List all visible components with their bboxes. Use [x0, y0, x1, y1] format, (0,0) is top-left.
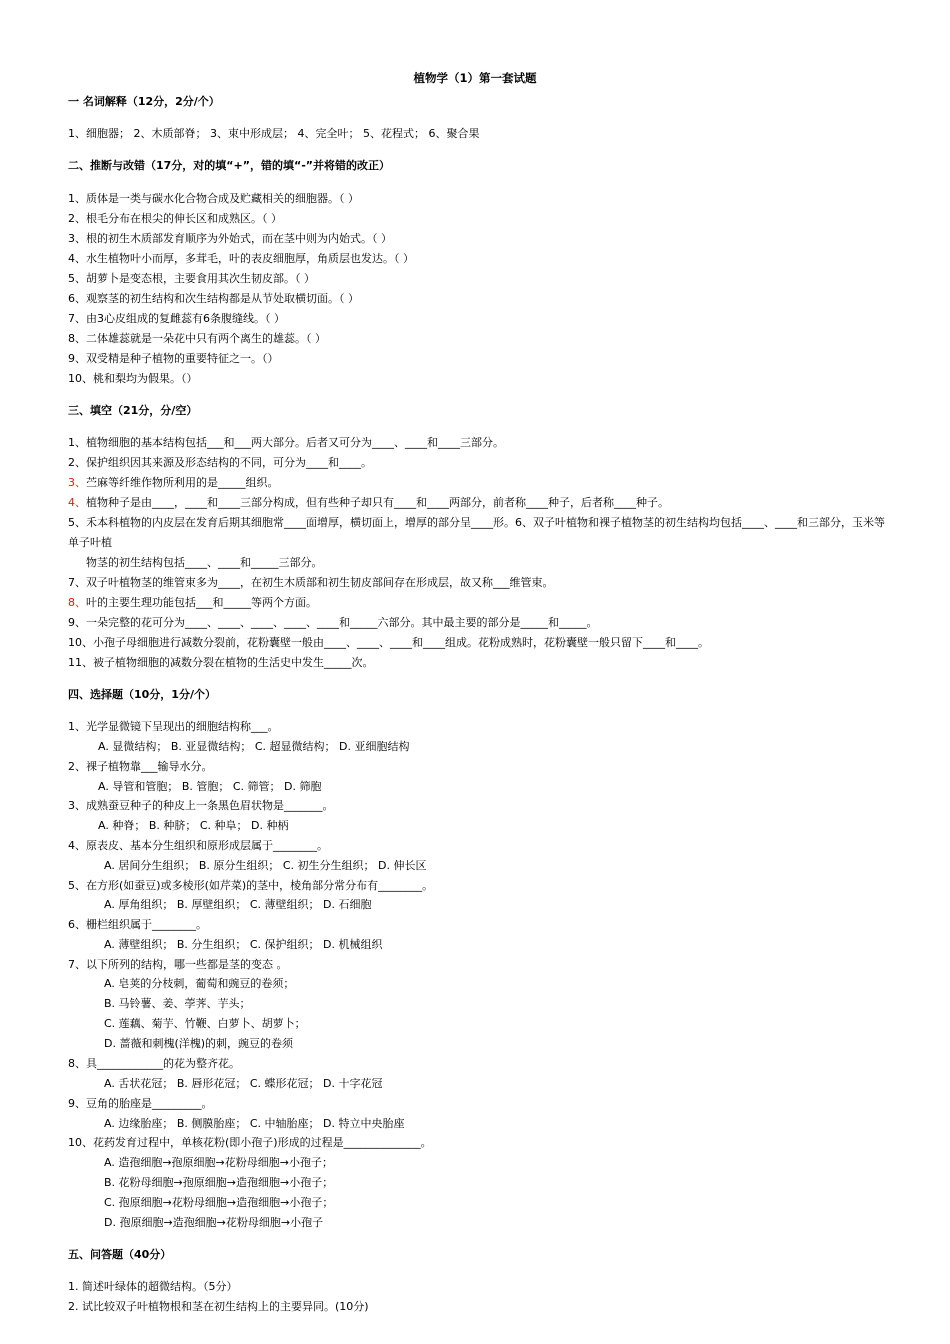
fill-item-4-number: 4、 — [68, 496, 86, 509]
judge-item-5: 5、胡萝卜是变态根，主要食用其次生韧皮部。（ ） — [68, 272, 315, 285]
choice-q4-options: A. 居间分生组织； B. 原分生组织； C. 初生分生组织； D. 伸长区 — [104, 859, 427, 872]
choice-q8: 8、具____________的花为整齐花。 — [68, 1057, 240, 1070]
essay-q2: 2. 试比较双子叶植物根和茎在初生结构上的主要异同。(10分) — [68, 1300, 369, 1313]
fill-item-8-text: 叶的主要生理功能包括___和_____等两个方面。 — [86, 596, 317, 609]
fill-item-4-text: 植物种子是由____，____和____三部分构成，但有些种子却只有____和____两部分，前者称____种子，后者称____种子。 — [86, 496, 669, 509]
choice-q9: 9、豆角的胎座是_________。 — [68, 1097, 213, 1110]
fill-item-9: 9、一朵完整的花可分为____、____、____、____、____和_____六部分。其中最主要的部分是_____和_____。 — [68, 616, 598, 629]
judge-item-6: 6、观察茎的初生结构和次生结构都是从节处取横切面。（ ） — [68, 292, 359, 305]
choice-q7-option-d: D. 蔷薇和刺槐(洋槐)的刺，豌豆的卷须 — [104, 1037, 294, 1050]
judge-item-3: 3、根的初生木质部发育顺序为外始式，而在茎中则为内始式。（ ） — [68, 232, 392, 245]
fill-item-3-number: 3、 — [68, 476, 86, 489]
choice-q10: 10、花药发育过程中，单核花粉(即小孢子)形成的过程是______________。 — [68, 1136, 432, 1149]
choice-q10-option-d: D. 孢原细胞→造孢细胞→花粉母细胞→小孢子 — [104, 1216, 324, 1229]
judge-item-8: 8、二体雄蕊就是一朵花中只有两个离生的雄蕊。（ ） — [68, 332, 326, 345]
choice-q7-option-c: C. 莲藕、菊芋、竹鞭、白萝卜、胡萝卜； — [104, 1017, 306, 1030]
judge-item-10: 10、桃和梨均为假果。（） — [68, 372, 198, 385]
choice-q2-options: A. 导管和管胞； B. 管胞； C. 筛管； D. 筛胞 — [98, 780, 322, 793]
fill-item-5-continued: 物茎的初生结构包括____、____和_____三部分。 — [86, 556, 323, 569]
choice-q3: 3、成熟蚕豆种子的种皮上一条黑色眉状物是_______。 — [68, 799, 334, 812]
choice-q10-option-a: A. 造孢细胞→孢原细胞→花粉母细胞→小孢子； — [104, 1156, 333, 1169]
section-5-heading: 五、问答题（40分） — [68, 1248, 172, 1261]
fill-item-8-number: 8、 — [68, 596, 86, 609]
section-1-terms: 1、细胞器； 2、木质部脊； 3、束中形成层； 4、完全叶； 5、花程式； 6、聚合果 — [68, 127, 480, 140]
fill-item-11: 11、被子植物细胞的减数分裂在植物的生活史中发生_____次。 — [68, 656, 374, 669]
judge-item-2: 2、根毛分布在根尖的伸长区和成熟区。（ ） — [68, 212, 282, 225]
judge-item-1: 1、质体是一类与碳水化合物合成及贮藏相关的细胞器。（ ） — [68, 192, 359, 205]
page-title: 植物学（1）第一套试题 — [413, 71, 537, 85]
fill-item-1: 1、植物细胞的基本结构包括___和___两大部分。后者又可分为____、____和____三部分。 — [68, 436, 504, 449]
choice-q3-options: A. 种脊； B. 种脐； C. 种阜； D. 种柄 — [98, 819, 289, 832]
fill-item-10: 10、小孢子母细胞进行减数分裂前，花粉囊壁一般由____、____、____和____组成。花粉成熟时，花粉囊壁一般只留下____和____。 — [68, 636, 709, 649]
section-4-heading: 四、选择题（10分，1分/个） — [68, 688, 216, 701]
fill-item-5: 5、禾本科植物的内皮层在发育后期其细胞常____面增厚，横切面上，增厚的部分呈____形。6、双子叶植物和裸子植物茎的初生结构均包括____、____和三部分，玉米等单子叶植 — [68, 516, 885, 549]
fill-item-7: 7、双子叶植物茎的维管束多为____，在初生木质部和初生韧皮部间存在形成层，故又称___维管束。 — [68, 576, 554, 589]
choice-q7-option-a: A. 皂荚的分枝刺，葡萄和豌豆的卷须； — [104, 977, 295, 990]
judge-item-7: 7、由3心皮组成的复雌蕊有6条腹缝线。（ ） — [68, 312, 285, 325]
choice-q10-option-b: B. 花粉母细胞→孢原细胞→造孢细胞→小孢子； — [104, 1176, 334, 1189]
section-3-heading: 三、填空（21分，分/空） — [68, 404, 198, 417]
choice-q10-option-c: C. 孢原细胞→花粉母细胞→造孢细胞→小孢子； — [104, 1196, 334, 1209]
fill-item-2: 2、保护组织因其来源及形态结构的不同，可分为____和____。 — [68, 456, 372, 469]
choice-q1: 1、光学显微镜下呈现出的细胞结构称___。 — [68, 720, 279, 733]
fill-item-4 — [68, 496, 669, 510]
choice-q2: 2、裸子植物靠___输导水分。 — [68, 760, 213, 773]
choice-q6: 6、栅栏组织属于________。 — [68, 918, 207, 931]
choice-q1-options: A. 显微结构； B. 亚显微结构； C. 超显微结构； D. 亚细胞结构 — [98, 740, 410, 753]
choice-q8-options: A. 舌状花冠； B. 唇形花冠； C. 蝶形花冠； D. 十字花冠 — [104, 1077, 383, 1090]
choice-q5-options: A. 厚角组织； B. 厚壁组织； C. 薄壁组织； D. 石细胞 — [104, 898, 372, 911]
choice-q6-options: A. 薄壁组织； B. 分生组织； C. 保护组织； D. 机械组织 — [104, 938, 383, 951]
choice-q7-option-b: B. 马铃薯、姜、荸荠、芋头； — [104, 997, 251, 1010]
choice-q9-options: A. 边缘胎座； B. 侧膜胎座； C. 中轴胎座； D. 特立中央胎座 — [104, 1117, 405, 1130]
essay-q1: 1. 简述叶绿体的超微结构。（5分） — [68, 1280, 238, 1293]
judge-item-9: 9、双受精是种子植物的重要特征之一。（） — [68, 352, 279, 365]
fill-item-8 — [68, 596, 317, 610]
choice-q4: 4、原表皮、基本分生组织和原形成层属于________。 — [68, 839, 328, 852]
fill-item-3 — [68, 476, 279, 490]
choice-q7: 7、以下所列的结构，哪一些都是茎的变态 。 — [68, 958, 288, 971]
fill-item-3-text: 苎麻等纤维作物所利用的是_____组织。 — [86, 476, 279, 489]
section-2-heading: 二、推断与改错（17分，对的填“+”，错的填“-”并将错的改正） — [68, 159, 391, 172]
judge-item-4: 4、水生植物叶小而厚，多茸毛，叶的表皮细胞厚，角质层也发达。（ ） — [68, 252, 414, 265]
section-1-heading: 一 名词解释（12分，2分/个） — [68, 95, 220, 108]
choice-q5: 5、在方形(如蚕豆)或多棱形(如芹菜)的茎中，棱角部分常分布有________。 — [68, 879, 434, 892]
